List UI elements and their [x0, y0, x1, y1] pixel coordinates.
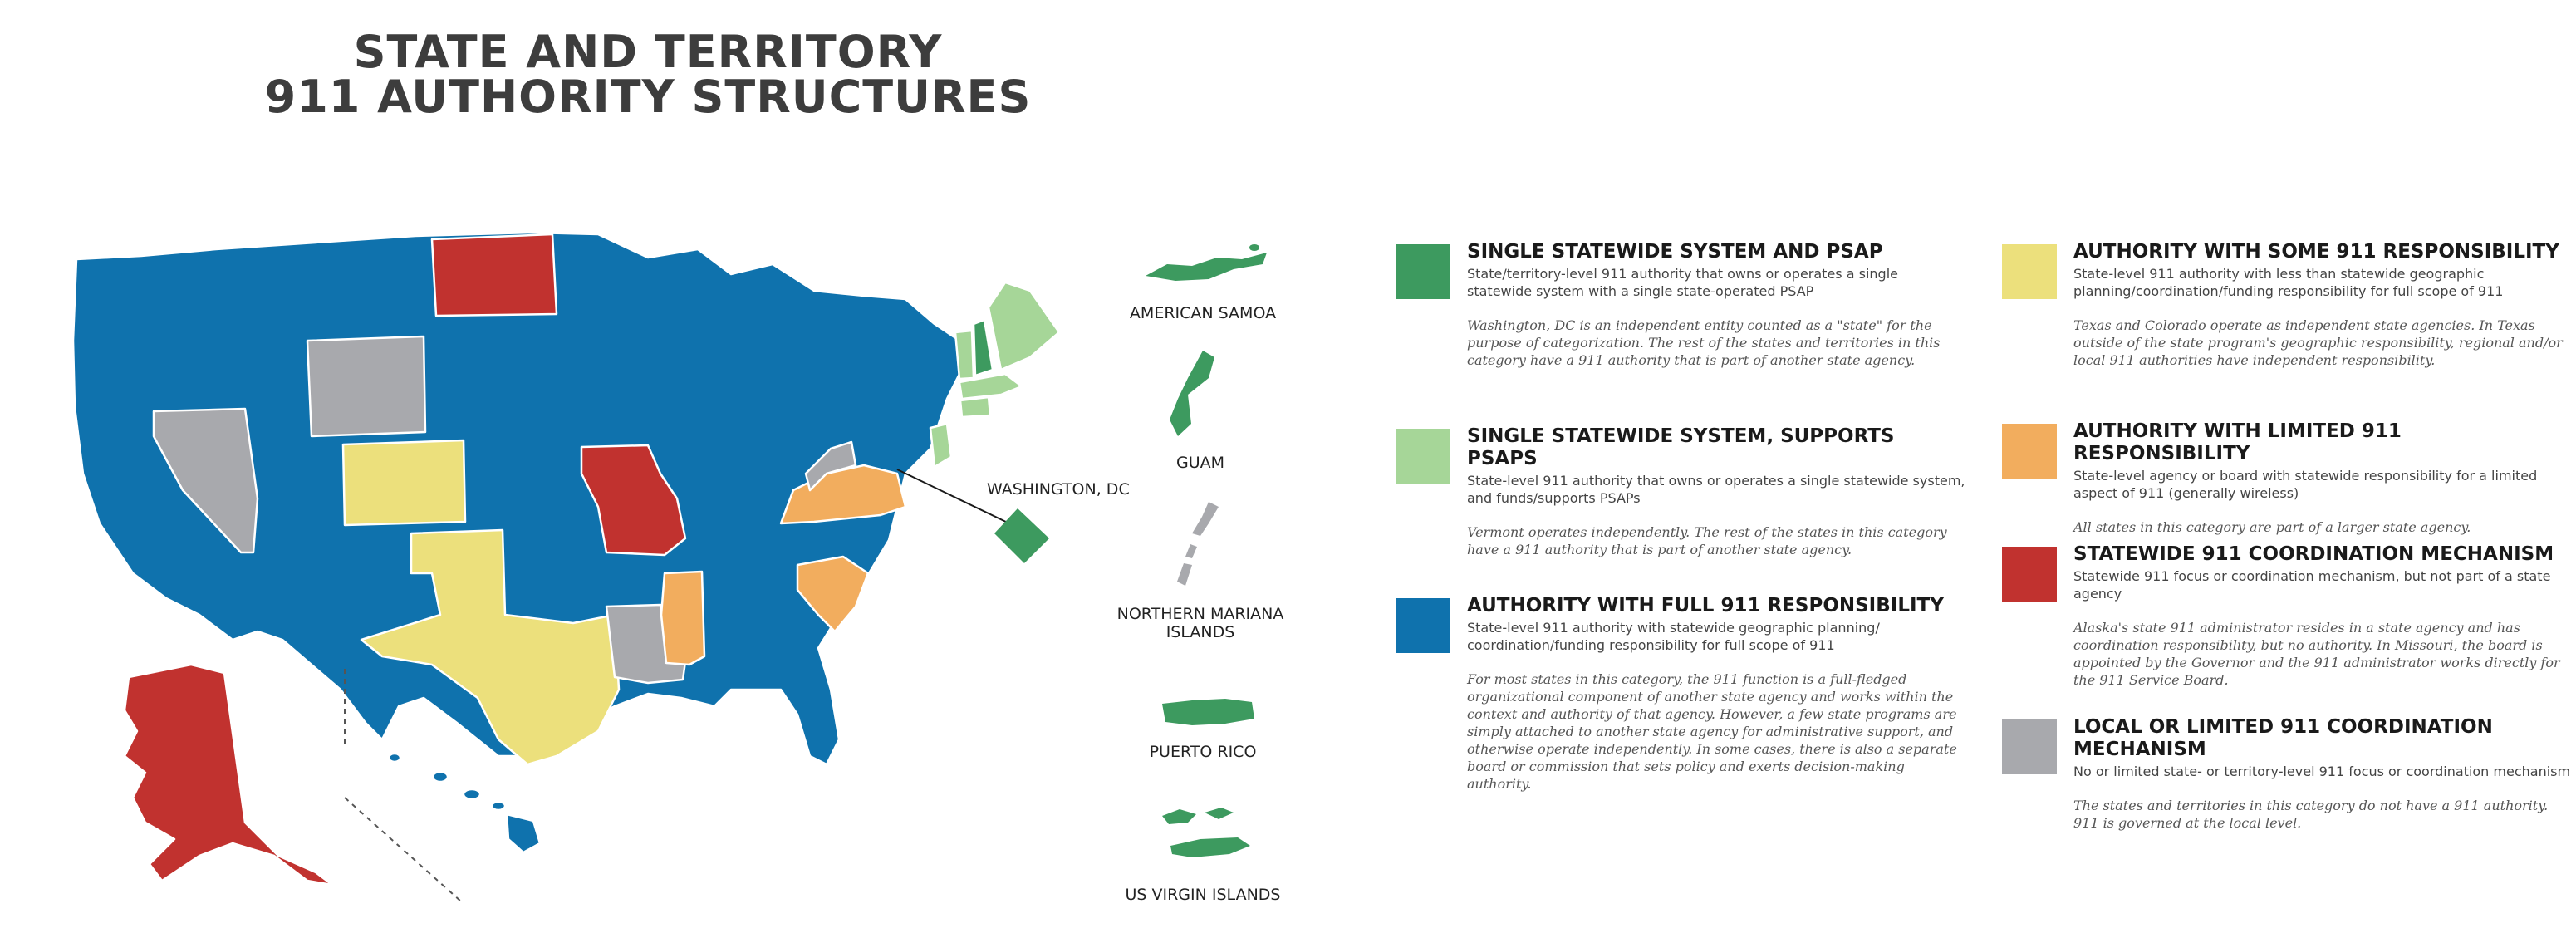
legend-swatch: [1396, 429, 1450, 484]
territory-guam-label: GUAM: [1175, 454, 1225, 472]
american-samoa-shape: [1142, 241, 1275, 291]
legend-swatch: [2002, 547, 2057, 602]
title-line-2: 911 AUTHORITY STRUCTURES: [264, 71, 1032, 123]
legend-title: SINGLE STATEWIDE SYSTEM AND PSAP: [1467, 241, 1883, 263]
guam-shape: [1163, 349, 1221, 440]
territory-us-virgin-islands-label: US VIRGIN ISLANDS: [1125, 886, 1281, 904]
legend-note: The states and territories in this category do not have a 911 authority. 911 is governed at the local level.: [2073, 798, 2549, 831]
legend-swatch: [2002, 719, 2057, 774]
legend-swatch: [1396, 244, 1450, 299]
legend-description: No or limited state- or territory-level 911 focus or coordination mechanism: [2073, 764, 2571, 779]
legend-note: Texas and Colorado operate as independent state agencies. In Texas outside of the state program's geographic responsibility, regional and/or local 911 authorities have independent responsibility.: [2073, 317, 2563, 368]
page-title: [216, 26, 1080, 123]
legend-title: AUTHORITY WITH SOME 911 RESPONSIBILITY: [2073, 241, 2559, 263]
legend-description: State-level 911 authority that owns or operates a single statewide system, and funds/supports PSAPs: [1467, 473, 1965, 506]
legend-note: Washington, DC is an independent entity counted as a "state" for the purpose of categorization. The rest of the states and territories in this category have a 911 authority that is part of another state agency.: [1467, 317, 1941, 368]
legend-description: State/territory-level 911 authority that owns or operates a single statewide system with a single state-operated PSAP: [1467, 266, 1898, 299]
state-connecticut: [960, 397, 990, 417]
legend-description: State-level 911 authority with less than statewide geographic planning/coordination/funding responsibility for full scope of 911: [2073, 266, 2504, 299]
territory-puerto-rico-label: PUERTO RICO: [1149, 743, 1257, 761]
legend-title: STATEWIDE 911 COORDINATION MECHANISM: [2073, 543, 2554, 565]
northern-mariana-islands-shape: [1167, 498, 1225, 590]
legend-swatch: [1396, 598, 1450, 653]
legend-swatch: [2002, 244, 2057, 299]
state-vermont: [955, 331, 974, 379]
legend-note: Alaska's state 911 administrator resides in a state agency and has coordination responsibility, but no authority. In Missouri, the board is appointed by the Governor and the 911 administrator works directly for the 911 Service Board.: [2073, 620, 2560, 688]
legend-note: Vermont operates independently. The rest of the states in this category have a 911 authority that is part of another state agency.: [1467, 524, 1947, 557]
legend-title: SINGLE STATEWIDE SYSTEM, SUPPORTS PSAPS: [1467, 425, 1895, 469]
state-north-dakota: [432, 234, 557, 316]
territory-american-samoa-label: AMERICAN SAMOA: [1129, 304, 1277, 322]
state-alaska: [125, 665, 332, 885]
hawaii-inset-divider: [345, 798, 461, 901]
title-line-1: STATE AND TERRITORY: [353, 26, 943, 78]
state-mississippi: [661, 572, 704, 665]
territory-northern-mariana-islands-label: NORTHERN MARIANA ISLANDS: [1116, 605, 1284, 641]
legend-description: Statewide 911 focus or coordination mechanism, but not part of a state agency: [2073, 568, 2551, 602]
state-new-hampshire: [974, 320, 993, 376]
washington-dc-marker: [993, 507, 1051, 565]
state-hawaii: [389, 754, 540, 852]
state-colorado: [343, 440, 465, 525]
us-states-map: [66, 224, 1080, 906]
legend-title: LOCAL OR LIMITED 911 COORDINATION MECHANISM: [2073, 716, 2493, 760]
state-new-jersey: [930, 424, 951, 467]
legend-title: AUTHORITY WITH FULL 911 RESPONSIBILITY: [1467, 595, 1944, 616]
us-virgin-islands-shape: [1159, 798, 1259, 868]
legend-note: All states in this category are part of a larger state agency.: [2073, 519, 2471, 535]
legend-description: State-level 911 authority with statewide geographic planning/ coordination/funding responsibility for full scope of 911: [1467, 620, 1880, 653]
state-wyoming: [307, 336, 425, 436]
puerto-rico-shape: [1159, 694, 1259, 731]
washington-dc-label: WASHINGTON, DC: [987, 480, 1130, 498]
legend-title: AUTHORITY WITH LIMITED 911 RESPONSIBILITY: [2073, 420, 2402, 464]
washington-dc-shape: [994, 508, 1049, 563]
legend-description: State-level agency or board with statewide responsibility for a limited aspect of 911 (generally wireless): [2073, 468, 2538, 501]
legend-note: For most states in this category, the 911 function is a full-fledged organizational component of another state agency and works within the context and authority of that agency. However, a few state programs are simply attached to another state agency for administrative support, and otherwise operate independently. In some cases, there is also a separate board or commission that sets policy and exerts decision-making authority.: [1467, 671, 1957, 792]
legend-swatch: [2002, 424, 2057, 479]
state-maine: [989, 282, 1059, 370]
